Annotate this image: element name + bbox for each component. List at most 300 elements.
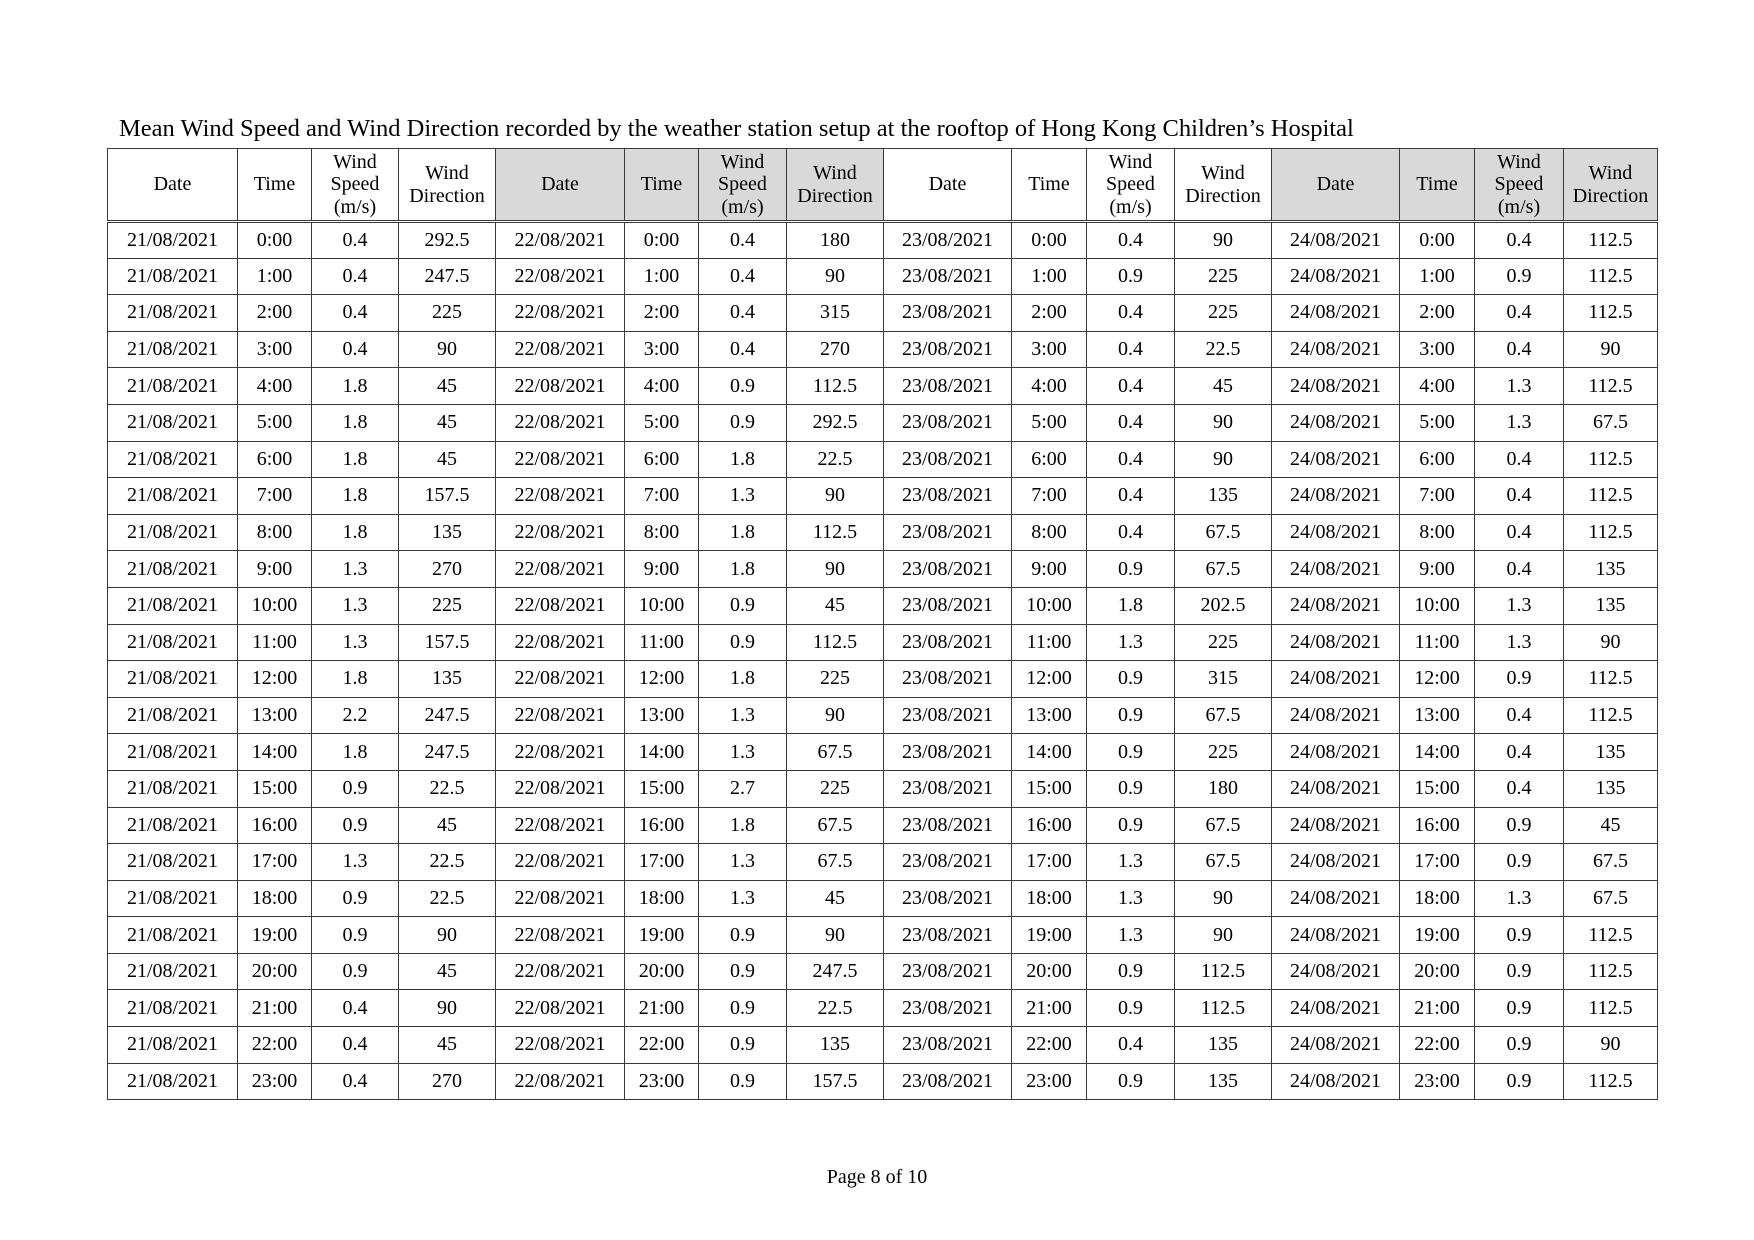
wind-direction-cell: 22.5 bbox=[787, 441, 884, 478]
date-cell: 24/08/2021 bbox=[1272, 331, 1400, 368]
wind-speed-cell: 0.4 bbox=[312, 1027, 399, 1064]
wind-direction-cell: 292.5 bbox=[787, 404, 884, 441]
wind-direction-cell: 112.5 bbox=[1564, 917, 1658, 954]
header-time-text: Time bbox=[1416, 173, 1458, 196]
wind-speed-cell: 0.9 bbox=[699, 1063, 787, 1100]
wind-speed-cell: 1.3 bbox=[1475, 880, 1564, 917]
time-cell: 22:00 bbox=[238, 1027, 312, 1064]
date-cell: 22/08/2021 bbox=[496, 368, 625, 405]
wind-direction-cell: 135 bbox=[399, 661, 496, 698]
date-cell: 24/08/2021 bbox=[1272, 661, 1400, 698]
header-wind-speed-text: Speed bbox=[330, 173, 380, 196]
date-cell: 23/08/2021 bbox=[884, 844, 1012, 881]
date-cell: 24/08/2021 bbox=[1272, 1027, 1400, 1064]
table-row bbox=[108, 478, 1658, 515]
wind-speed-cell: 0.9 bbox=[1087, 1063, 1175, 1100]
wind-speed-cell: 1.3 bbox=[312, 844, 399, 881]
wind-speed-cell: 0.4 bbox=[1087, 404, 1175, 441]
date-cell: 21/08/2021 bbox=[108, 697, 238, 734]
wind-speed-cell: 1.3 bbox=[1087, 917, 1175, 954]
wind-speed-cell: 0.4 bbox=[699, 331, 787, 368]
table-row bbox=[108, 734, 1658, 771]
wind-speed-cell: 0.4 bbox=[1475, 295, 1564, 332]
wind-direction-cell: 112.5 bbox=[1564, 514, 1658, 551]
time-cell: 6:00 bbox=[1012, 441, 1087, 478]
time-cell: 0:00 bbox=[1012, 222, 1087, 259]
time-cell: 12:00 bbox=[1400, 661, 1475, 698]
wind-direction-cell: 45 bbox=[787, 587, 884, 624]
date-cell: 21/08/2021 bbox=[108, 551, 238, 588]
date-cell: 24/08/2021 bbox=[1272, 295, 1400, 332]
wind-speed-cell: 0.9 bbox=[1087, 697, 1175, 734]
wind-direction-cell: 135 bbox=[1564, 770, 1658, 807]
wind-speed-cell: 0.9 bbox=[1475, 990, 1564, 1027]
header-wind-direction bbox=[1175, 149, 1272, 222]
header-wind-speed-text: Wind bbox=[1108, 150, 1153, 173]
header-wind-speed-text: (m/s) bbox=[1497, 195, 1541, 218]
time-cell: 5:00 bbox=[1400, 404, 1475, 441]
time-cell: 1:00 bbox=[238, 258, 312, 295]
table-row bbox=[108, 1027, 1658, 1064]
header-wind-speed-text: Speed bbox=[1106, 173, 1155, 196]
table-row bbox=[108, 368, 1658, 405]
time-cell: 14:00 bbox=[1400, 734, 1475, 771]
wind-speed-cell: 2.2 bbox=[312, 697, 399, 734]
time-cell: 11:00 bbox=[1400, 624, 1475, 661]
date-cell: 21/08/2021 bbox=[108, 295, 238, 332]
header-wind-direction-text: Wind bbox=[813, 162, 857, 185]
wind-direction-cell: 225 bbox=[1175, 734, 1272, 771]
time-cell: 6:00 bbox=[1400, 441, 1475, 478]
wind-speed-cell: 0.4 bbox=[1087, 441, 1175, 478]
wind-speed-cell: 0.9 bbox=[1475, 1027, 1564, 1064]
wind-direction-cell: 112.5 bbox=[1564, 222, 1658, 259]
time-cell: 13:00 bbox=[238, 697, 312, 734]
wind-speed-cell: 0.4 bbox=[1475, 697, 1564, 734]
wind-direction-cell: 90 bbox=[1564, 1027, 1658, 1064]
wind-direction-cell: 90 bbox=[399, 331, 496, 368]
time-cell: 1:00 bbox=[1012, 258, 1087, 295]
time-cell: 20:00 bbox=[238, 953, 312, 990]
date-cell: 21/08/2021 bbox=[108, 880, 238, 917]
time-cell: 12:00 bbox=[1012, 661, 1087, 698]
wind-speed-cell: 0.9 bbox=[1087, 770, 1175, 807]
time-cell: 18:00 bbox=[625, 880, 699, 917]
date-cell: 22/08/2021 bbox=[496, 844, 625, 881]
date-cell: 21/08/2021 bbox=[108, 441, 238, 478]
date-cell: 21/08/2021 bbox=[108, 514, 238, 551]
time-cell: 11:00 bbox=[625, 624, 699, 661]
wind-direction-cell: 45 bbox=[399, 404, 496, 441]
header-date-text: Date bbox=[1316, 173, 1355, 196]
wind-direction-cell: 112.5 bbox=[1564, 697, 1658, 734]
wind-speed-cell: 0.9 bbox=[1087, 990, 1175, 1027]
wind-direction-cell: 157.5 bbox=[399, 478, 496, 515]
wind-speed-cell: 1.3 bbox=[1475, 587, 1564, 624]
date-cell: 24/08/2021 bbox=[1272, 844, 1400, 881]
time-cell: 18:00 bbox=[1012, 880, 1087, 917]
time-cell: 10:00 bbox=[238, 587, 312, 624]
table-row bbox=[108, 441, 1658, 478]
wind-speed-cell: 1.3 bbox=[312, 551, 399, 588]
wind-direction-cell: 292.5 bbox=[399, 222, 496, 259]
wind-speed-cell: 0.4 bbox=[1087, 514, 1175, 551]
wind-direction-cell: 67.5 bbox=[1175, 514, 1272, 551]
date-cell: 24/08/2021 bbox=[1272, 807, 1400, 844]
date-cell: 24/08/2021 bbox=[1272, 697, 1400, 734]
date-cell: 23/08/2021 bbox=[884, 880, 1012, 917]
wind-speed-cell: 0.9 bbox=[699, 624, 787, 661]
time-cell: 9:00 bbox=[1400, 551, 1475, 588]
date-cell: 24/08/2021 bbox=[1272, 990, 1400, 1027]
wind-speed-cell: 0.9 bbox=[1475, 844, 1564, 881]
wind-speed-cell: 1.8 bbox=[699, 661, 787, 698]
time-cell: 19:00 bbox=[238, 917, 312, 954]
table-row bbox=[108, 222, 1658, 259]
page-footer: Page 8 of 10 bbox=[826, 1166, 928, 1188]
header-wind-direction-text: Direction bbox=[797, 184, 873, 207]
wind-speed-cell: 1.3 bbox=[1087, 880, 1175, 917]
wind-direction-cell: 22.5 bbox=[1175, 331, 1272, 368]
wind-direction-cell: 45 bbox=[1564, 807, 1658, 844]
time-cell: 21:00 bbox=[1012, 990, 1087, 1027]
date-cell: 23/08/2021 bbox=[884, 770, 1012, 807]
date-cell: 23/08/2021 bbox=[884, 917, 1012, 954]
time-cell: 1:00 bbox=[1400, 258, 1475, 295]
date-cell: 21/08/2021 bbox=[108, 917, 238, 954]
wind-direction-cell: 67.5 bbox=[1175, 697, 1272, 734]
time-cell: 2:00 bbox=[238, 295, 312, 332]
wind-direction-cell: 135 bbox=[399, 514, 496, 551]
wind-speed-cell: 1.3 bbox=[1475, 368, 1564, 405]
wind-direction-cell: 90 bbox=[787, 551, 884, 588]
wind-direction-cell: 225 bbox=[1175, 295, 1272, 332]
time-cell: 22:00 bbox=[1012, 1027, 1087, 1064]
time-cell: 20:00 bbox=[1012, 953, 1087, 990]
date-cell: 23/08/2021 bbox=[884, 734, 1012, 771]
time-cell: 5:00 bbox=[625, 404, 699, 441]
wind-direction-cell: 90 bbox=[787, 697, 884, 734]
wind-direction-cell: 45 bbox=[399, 368, 496, 405]
date-cell: 24/08/2021 bbox=[1272, 514, 1400, 551]
header-time-text: Time bbox=[640, 173, 683, 196]
wind-direction-cell: 135 bbox=[1564, 587, 1658, 624]
date-cell: 23/08/2021 bbox=[884, 331, 1012, 368]
header-date bbox=[496, 149, 625, 222]
date-cell: 22/08/2021 bbox=[496, 624, 625, 661]
time-cell: 2:00 bbox=[1012, 295, 1087, 332]
header-wind-speed bbox=[1475, 149, 1564, 222]
date-cell: 23/08/2021 bbox=[884, 624, 1012, 661]
date-cell: 22/08/2021 bbox=[496, 258, 625, 295]
date-cell: 22/08/2021 bbox=[496, 990, 625, 1027]
table-header bbox=[108, 149, 1658, 222]
header-date-text: Date bbox=[153, 173, 192, 196]
time-cell: 10:00 bbox=[1400, 587, 1475, 624]
wind-speed-cell: 0.4 bbox=[312, 990, 399, 1027]
time-cell: 7:00 bbox=[625, 478, 699, 515]
date-cell: 24/08/2021 bbox=[1272, 1063, 1400, 1100]
header-time-text: Time bbox=[1028, 173, 1070, 196]
time-cell: 14:00 bbox=[1012, 734, 1087, 771]
time-cell: 18:00 bbox=[238, 880, 312, 917]
header-wind-speed-text: Speed bbox=[1494, 173, 1544, 196]
wind-speed-cell: 0.4 bbox=[1475, 222, 1564, 259]
header-wind-speed bbox=[1087, 149, 1175, 222]
date-cell: 23/08/2021 bbox=[884, 222, 1012, 259]
wind-direction-cell: 112.5 bbox=[1564, 1063, 1658, 1100]
wind-speed-cell: 0.9 bbox=[1475, 807, 1564, 844]
time-cell: 14:00 bbox=[625, 734, 699, 771]
time-cell: 22:00 bbox=[1400, 1027, 1475, 1064]
date-cell: 22/08/2021 bbox=[496, 807, 625, 844]
header-time bbox=[625, 149, 699, 222]
date-cell: 22/08/2021 bbox=[496, 1027, 625, 1064]
time-cell: 12:00 bbox=[238, 661, 312, 698]
wind-direction-cell: 67.5 bbox=[787, 844, 884, 881]
time-cell: 23:00 bbox=[1012, 1063, 1087, 1100]
time-cell: 12:00 bbox=[625, 661, 699, 698]
table-row bbox=[108, 953, 1658, 990]
date-cell: 21/08/2021 bbox=[108, 1063, 238, 1100]
date-cell: 24/08/2021 bbox=[1272, 917, 1400, 954]
wind-direction-cell: 112.5 bbox=[1564, 441, 1658, 478]
time-cell: 4:00 bbox=[1012, 368, 1087, 405]
wind-speed-cell: 1.8 bbox=[699, 551, 787, 588]
wind-direction-cell: 202.5 bbox=[1175, 587, 1272, 624]
table-row bbox=[108, 587, 1658, 624]
wind-direction-cell: 67.5 bbox=[1175, 551, 1272, 588]
wind-speed-cell: 0.4 bbox=[1475, 331, 1564, 368]
time-cell: 16:00 bbox=[625, 807, 699, 844]
time-cell: 4:00 bbox=[1400, 368, 1475, 405]
wind-speed-cell: 0.9 bbox=[1087, 661, 1175, 698]
time-cell: 13:00 bbox=[1400, 697, 1475, 734]
wind-direction-cell: 135 bbox=[1175, 1027, 1272, 1064]
wind-direction-cell: 90 bbox=[1175, 880, 1272, 917]
table-row bbox=[108, 661, 1658, 698]
date-cell: 21/08/2021 bbox=[108, 990, 238, 1027]
wind-direction-cell: 45 bbox=[399, 441, 496, 478]
date-cell: 21/08/2021 bbox=[108, 222, 238, 259]
wind-speed-cell: 0.4 bbox=[1087, 295, 1175, 332]
wind-direction-cell: 45 bbox=[399, 1027, 496, 1064]
time-cell: 13:00 bbox=[1012, 697, 1087, 734]
date-cell: 24/08/2021 bbox=[1272, 222, 1400, 259]
time-cell: 15:00 bbox=[1012, 770, 1087, 807]
header-date bbox=[884, 149, 1012, 222]
time-cell: 15:00 bbox=[625, 770, 699, 807]
header-wind-direction-text: Wind bbox=[425, 162, 469, 185]
header-time bbox=[1400, 149, 1475, 222]
wind-direction-cell: 45 bbox=[787, 880, 884, 917]
table-row bbox=[108, 844, 1658, 881]
wind-speed-cell: 0.9 bbox=[699, 953, 787, 990]
header-wind-speed-text: (m/s) bbox=[333, 195, 377, 218]
table-row bbox=[108, 295, 1658, 332]
header-wind-direction-text: Direction bbox=[409, 184, 485, 207]
wind-direction-cell: 135 bbox=[787, 1027, 884, 1064]
time-cell: 16:00 bbox=[1012, 807, 1087, 844]
date-cell: 22/08/2021 bbox=[496, 478, 625, 515]
header-wind-direction bbox=[399, 149, 496, 222]
date-cell: 21/08/2021 bbox=[108, 734, 238, 771]
date-cell: 21/08/2021 bbox=[108, 258, 238, 295]
header-wind-direction bbox=[787, 149, 884, 222]
wind-speed-cell: 1.3 bbox=[699, 844, 787, 881]
wind-direction-cell: 112.5 bbox=[1175, 953, 1272, 990]
time-cell: 3:00 bbox=[625, 331, 699, 368]
wind-speed-cell: 0.4 bbox=[1475, 441, 1564, 478]
date-cell: 22/08/2021 bbox=[496, 295, 625, 332]
time-cell: 20:00 bbox=[1400, 953, 1475, 990]
wind-direction-cell: 67.5 bbox=[1564, 880, 1658, 917]
wind-speed-cell: 0.4 bbox=[699, 295, 787, 332]
header-wind-direction-text: Direction bbox=[1185, 184, 1261, 207]
table-row bbox=[108, 770, 1658, 807]
date-cell: 22/08/2021 bbox=[496, 880, 625, 917]
header-wind-speed-text: Wind bbox=[333, 150, 377, 173]
header-time bbox=[238, 149, 312, 222]
wind-direction-cell: 112.5 bbox=[1564, 295, 1658, 332]
table-row bbox=[108, 514, 1658, 551]
wind-direction-cell: 135 bbox=[1564, 734, 1658, 771]
wind-direction-cell: 225 bbox=[787, 661, 884, 698]
time-cell: 8:00 bbox=[238, 514, 312, 551]
date-cell: 22/08/2021 bbox=[496, 1063, 625, 1100]
table-row bbox=[108, 551, 1658, 588]
date-cell: 24/08/2021 bbox=[1272, 258, 1400, 295]
wind-direction-cell: 112.5 bbox=[1564, 368, 1658, 405]
time-cell: 3:00 bbox=[1012, 331, 1087, 368]
wind-speed-cell: 0.9 bbox=[312, 807, 399, 844]
date-cell: 24/08/2021 bbox=[1272, 551, 1400, 588]
wind-speed-cell: 0.4 bbox=[312, 222, 399, 259]
date-cell: 23/08/2021 bbox=[884, 514, 1012, 551]
date-cell: 22/08/2021 bbox=[496, 661, 625, 698]
date-cell: 24/08/2021 bbox=[1272, 478, 1400, 515]
header-wind-direction-text: Wind bbox=[1588, 162, 1633, 185]
header-wind-speed-text: Wind bbox=[720, 150, 765, 173]
wind-speed-cell: 0.9 bbox=[699, 990, 787, 1027]
time-cell: 17:00 bbox=[238, 844, 312, 881]
wind-direction-cell: 157.5 bbox=[787, 1063, 884, 1100]
wind-direction-cell: 67.5 bbox=[1175, 807, 1272, 844]
wind-direction-cell: 90 bbox=[399, 990, 496, 1027]
wind-speed-cell: 1.3 bbox=[699, 880, 787, 917]
time-cell: 8:00 bbox=[625, 514, 699, 551]
header-wind-speed-text: (m/s) bbox=[1109, 195, 1152, 218]
header-wind-direction-text: Direction bbox=[1572, 184, 1649, 207]
time-cell: 17:00 bbox=[1012, 844, 1087, 881]
time-cell: 4:00 bbox=[238, 368, 312, 405]
header-date bbox=[1272, 149, 1400, 222]
wind-direction-cell: 112.5 bbox=[1564, 661, 1658, 698]
wind-direction-cell: 22.5 bbox=[399, 880, 496, 917]
wind-direction-cell: 247.5 bbox=[399, 697, 496, 734]
wind-direction-cell: 112.5 bbox=[1175, 990, 1272, 1027]
date-cell: 23/08/2021 bbox=[884, 697, 1012, 734]
wind-speed-cell: 0.9 bbox=[1475, 1063, 1564, 1100]
wind-direction-cell: 112.5 bbox=[1564, 990, 1658, 1027]
date-cell: 24/08/2021 bbox=[1272, 770, 1400, 807]
date-cell: 23/08/2021 bbox=[884, 404, 1012, 441]
date-cell: 21/08/2021 bbox=[108, 953, 238, 990]
time-cell: 15:00 bbox=[238, 770, 312, 807]
wind-speed-cell: 1.3 bbox=[1087, 844, 1175, 881]
wind-direction-cell: 180 bbox=[787, 222, 884, 259]
wind-speed-cell: 0.4 bbox=[312, 1063, 399, 1100]
wind-direction-cell: 315 bbox=[1175, 661, 1272, 698]
wind-direction-cell: 225 bbox=[399, 295, 496, 332]
wind-direction-cell: 67.5 bbox=[1175, 844, 1272, 881]
wind-speed-cell: 0.9 bbox=[1087, 807, 1175, 844]
table-row bbox=[108, 624, 1658, 661]
time-cell: 21:00 bbox=[1400, 990, 1475, 1027]
date-cell: 23/08/2021 bbox=[884, 807, 1012, 844]
table-row bbox=[108, 697, 1658, 734]
wind-direction-cell: 112.5 bbox=[787, 624, 884, 661]
date-cell: 24/08/2021 bbox=[1272, 368, 1400, 405]
wind-speed-cell: 0.9 bbox=[1087, 734, 1175, 771]
header-wind-speed-text: Wind bbox=[1497, 150, 1541, 173]
wind-speed-cell: 0.4 bbox=[1087, 478, 1175, 515]
date-cell: 23/08/2021 bbox=[884, 478, 1012, 515]
wind-direction-cell: 67.5 bbox=[1564, 844, 1658, 881]
time-cell: 20:00 bbox=[625, 953, 699, 990]
wind-speed-cell: 0.4 bbox=[312, 331, 399, 368]
table-row bbox=[108, 258, 1658, 295]
time-cell: 11:00 bbox=[1012, 624, 1087, 661]
wind-speed-cell: 0.4 bbox=[1475, 551, 1564, 588]
wind-direction-cell: 90 bbox=[1175, 441, 1272, 478]
table-row bbox=[108, 917, 1658, 954]
date-cell: 21/08/2021 bbox=[108, 844, 238, 881]
date-cell: 22/08/2021 bbox=[496, 953, 625, 990]
wind-direction-cell: 247.5 bbox=[787, 953, 884, 990]
wind-direction-cell: 135 bbox=[1175, 478, 1272, 515]
wind-speed-cell: 0.9 bbox=[1087, 953, 1175, 990]
wind-speed-cell: 1.3 bbox=[1475, 624, 1564, 661]
time-cell: 0:00 bbox=[238, 222, 312, 259]
time-cell: 2:00 bbox=[1400, 295, 1475, 332]
wind-direction-cell: 90 bbox=[399, 917, 496, 954]
wind-speed-cell: 1.3 bbox=[699, 478, 787, 515]
date-cell: 24/08/2021 bbox=[1272, 624, 1400, 661]
date-cell: 22/08/2021 bbox=[496, 697, 625, 734]
date-cell: 21/08/2021 bbox=[108, 478, 238, 515]
wind-speed-cell: 0.4 bbox=[699, 222, 787, 259]
time-cell: 3:00 bbox=[1400, 331, 1475, 368]
wind-speed-cell: 1.8 bbox=[699, 807, 787, 844]
wind-direction-cell: 90 bbox=[1564, 624, 1658, 661]
time-cell: 9:00 bbox=[238, 551, 312, 588]
wind-speed-cell: 1.3 bbox=[1087, 624, 1175, 661]
wind-speed-cell: 1.8 bbox=[312, 514, 399, 551]
date-cell: 21/08/2021 bbox=[108, 1027, 238, 1064]
wind-direction-cell: 157.5 bbox=[399, 624, 496, 661]
time-cell: 19:00 bbox=[625, 917, 699, 954]
time-cell: 23:00 bbox=[625, 1063, 699, 1100]
header-row bbox=[108, 149, 1658, 222]
date-cell: 23/08/2021 bbox=[884, 368, 1012, 405]
wind-speed-cell: 0.4 bbox=[1087, 331, 1175, 368]
wind-direction-cell: 67.5 bbox=[787, 734, 884, 771]
wind-speed-cell: 1.3 bbox=[1475, 404, 1564, 441]
wind-direction-cell: 112.5 bbox=[787, 368, 884, 405]
table-caption: Mean Wind Speed and Wind Direction recorded by the weather station setup at the rooftop of Hong Kong Children’s Hospital bbox=[119, 115, 1354, 142]
wind-direction-cell: 315 bbox=[787, 295, 884, 332]
